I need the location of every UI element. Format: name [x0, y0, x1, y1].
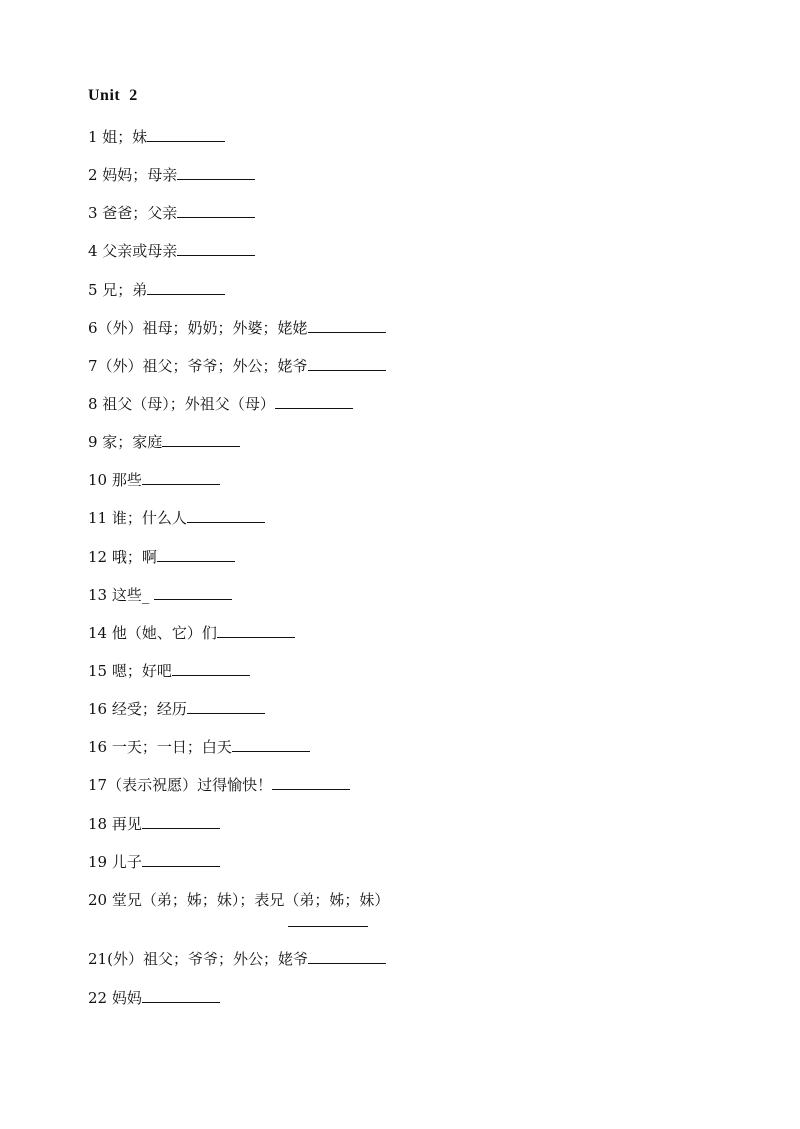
answer-blank[interactable]: [232, 737, 310, 752]
vocab-item-13: [88, 585, 232, 605]
answer-blank[interactable]: [142, 814, 220, 829]
item-prompt: 19 儿子: [88, 853, 142, 871]
item-prompt: 6（外）祖母；奶奶；外婆；姥姥: [88, 319, 308, 337]
item-prompt: 4 父亲或母亲: [88, 242, 178, 260]
item-prompt: 20 堂兄（弟；姊；妹）；表兄（弟；姊；妹）: [88, 891, 390, 909]
vocab-item-22: [88, 988, 220, 1008]
unit-title: Unit 2: [88, 87, 138, 104]
vocab-item-17: [88, 775, 350, 795]
item-prompt: 2 妈妈；母亲: [88, 166, 178, 184]
vocab-item-16b: [88, 737, 310, 757]
answer-blank[interactable]: [147, 280, 225, 295]
item-prompt: 14 他（她、它）们: [88, 624, 217, 642]
item-prompt: 7（外）祖父；爷爷；外公；姥爷: [88, 357, 308, 375]
vocab-item-7: [88, 356, 386, 376]
vocab-item-14: [88, 623, 295, 643]
vocab-item-19: [88, 852, 220, 872]
vocab-item-2: [88, 165, 255, 185]
vocab-item-8: [88, 394, 353, 414]
answer-blank[interactable]: [147, 127, 225, 142]
answer-blank[interactable]: [154, 585, 232, 600]
answer-blank[interactable]: [177, 165, 255, 180]
answer-blank[interactable]: [162, 432, 240, 447]
answer-blank[interactable]: [187, 508, 265, 523]
vocab-item-4: [88, 241, 255, 261]
vocab-item-21: [88, 949, 386, 969]
answer-blank[interactable]: [177, 203, 255, 218]
item-prompt: 12 哦；啊: [88, 548, 157, 566]
vocab-item-11: [88, 508, 265, 528]
item-prompt: 3 爸爸；父亲: [88, 204, 178, 222]
vocab-item-1: [88, 127, 225, 147]
answer-blank[interactable]: [217, 623, 295, 638]
item-prompt: 9 家；家庭: [88, 433, 163, 451]
vocab-item-3: [88, 203, 255, 223]
item-prompt: 17（表示祝愿）过得愉快！: [88, 776, 273, 794]
answer-blank[interactable]: [142, 988, 220, 1003]
item-prompt: 11 谁；什么人: [88, 509, 187, 527]
vocab-item-16a: [88, 699, 265, 719]
vocab-item-12: [88, 547, 235, 567]
answer-blank[interactable]: [308, 949, 386, 964]
answer-blank[interactable]: [288, 912, 368, 927]
item-prompt: 16 一天；一日；白天: [88, 738, 232, 756]
item-prompt: 16 经受；经历: [88, 700, 187, 718]
answer-blank[interactable]: [308, 356, 386, 371]
answer-blank[interactable]: [157, 547, 235, 562]
vocab-item-5: [88, 280, 225, 300]
item-prompt: 22 妈妈: [88, 989, 142, 1007]
answer-blank[interactable]: [142, 852, 220, 867]
vocab-item-9: [88, 432, 240, 452]
item-prompt: 18 再见: [88, 815, 142, 833]
answer-blank[interactable]: [308, 318, 386, 333]
vocab-item-18: [88, 814, 220, 834]
item-prompt: 1 姐；妹: [88, 128, 148, 146]
item-prompt: 13 这些_: [88, 586, 155, 604]
item-prompt: 8 祖父（母）；外祖父（母）: [88, 395, 275, 413]
item-prompt: 10 那些: [88, 471, 142, 489]
vocab-item-10: [88, 470, 220, 490]
vocab-item-15: [88, 661, 250, 681]
answer-blank[interactable]: [172, 661, 250, 676]
answer-blank[interactable]: [187, 699, 265, 714]
item-prompt: 15 嗯；好吧: [88, 662, 172, 680]
answer-blank[interactable]: [142, 470, 220, 485]
vocab-item-6: [88, 318, 386, 338]
answer-blank[interactable]: [177, 241, 255, 256]
vocab-item-20: [88, 890, 389, 910]
answer-blank[interactable]: [272, 775, 350, 790]
item-prompt: 21(外）祖父；爷爷；外公；姥爷: [88, 950, 308, 968]
item-prompt: 5 兄；弟: [88, 281, 148, 299]
answer-blank[interactable]: [275, 394, 353, 409]
